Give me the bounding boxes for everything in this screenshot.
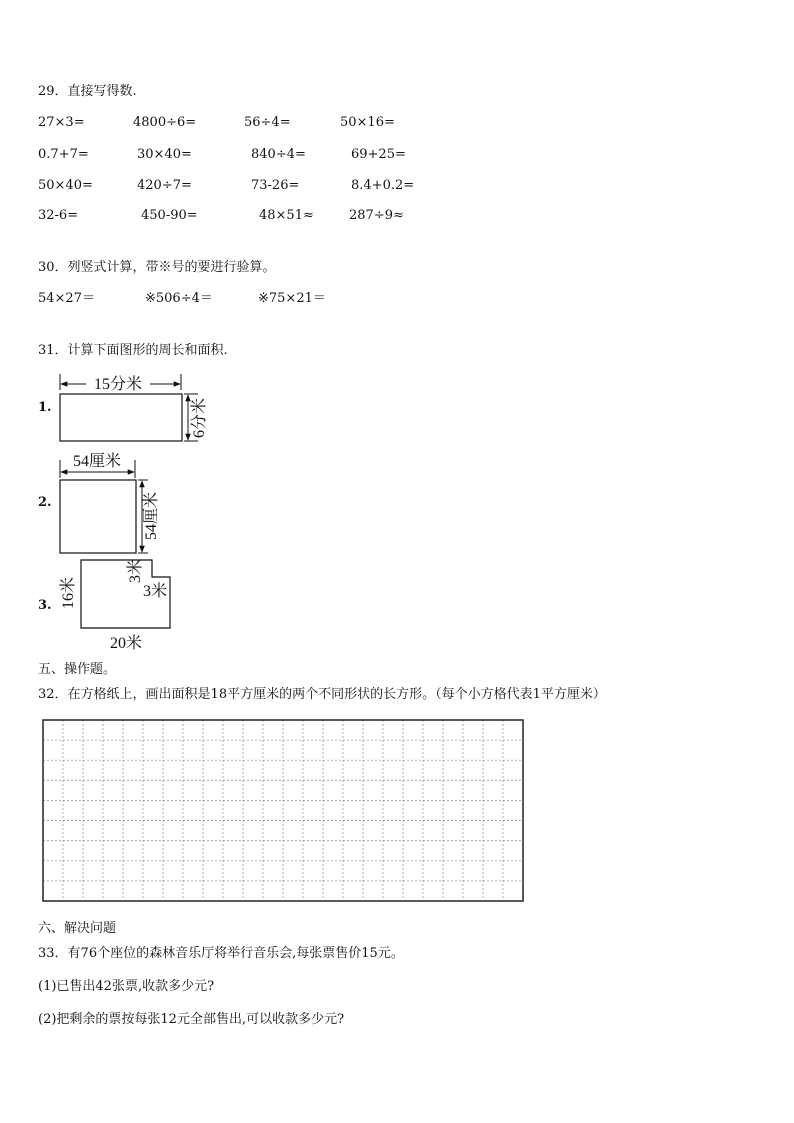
- q29-item: 0.7+7=: [38, 147, 89, 162]
- q33-title: 33．有76个座位的森林音乐厅将举行音乐会,每张票售价15元。: [38, 946, 404, 961]
- q29-item: 30×40=: [137, 147, 192, 162]
- section-5-title: 五、操作题。: [38, 662, 117, 677]
- figure-number: 2.: [38, 495, 52, 510]
- figure-3-notch-h-label: 3米: [142, 583, 168, 600]
- figure-1-rectangle: [50, 372, 250, 452]
- q29-item: 27×3=: [38, 115, 85, 130]
- q29-item: 840÷4=: [251, 147, 306, 162]
- section-6-title: 六、解决问题: [38, 921, 117, 936]
- q29-item: 50×16=: [340, 115, 395, 130]
- q29-item: 450-90=: [141, 208, 198, 223]
- q29-item: 56÷4=: [244, 115, 291, 130]
- q29-item: 4800÷6=: [133, 115, 197, 130]
- figure-3-left-label: 16米: [60, 576, 77, 610]
- figure-2-square: [50, 450, 250, 560]
- q29-item: 48×51≈: [259, 208, 314, 223]
- figure-number: 1.: [38, 400, 52, 415]
- figure-1-width-label: 15分米: [93, 376, 143, 393]
- q30-item: 54×27＝: [38, 291, 95, 306]
- figure-3-bottom-label: 20米: [109, 635, 143, 652]
- q30-item: ※75×21＝: [258, 291, 326, 306]
- q29-item: 420÷7=: [137, 178, 192, 193]
- q29-item: 69+25=: [351, 147, 406, 162]
- figure-2-width-label: 54厘米: [72, 453, 122, 470]
- figure-2-shape: [60, 480, 136, 553]
- q32-title: 32．在方格纸上，画出面积是18平方厘米的两个不同形状的长方形。（每个小方格代表1平方厘米）: [38, 687, 606, 702]
- grid-paper[interactable]: [42, 719, 524, 902]
- figure-number: 3.: [38, 598, 52, 613]
- q29-item: 50×40=: [38, 178, 93, 193]
- figure-3-notched-rectangle: [50, 556, 250, 656]
- q29-item: 8.4+0.2=: [351, 178, 415, 193]
- q29-item: 32-6=: [38, 208, 79, 223]
- q29-title: 29．直接写得数.: [38, 84, 137, 99]
- q29-item: 287÷9≈: [349, 208, 404, 223]
- q33-sub-question-2: (2)把剩余的票按每张12元全部售出,可以收款多少元?: [38, 1012, 345, 1027]
- q33-sub-question-1: (1)已售出42张票,收款多少元?: [38, 979, 215, 994]
- figure-3-notch-v-label: 3米: [127, 558, 144, 584]
- figure-1-shape: [60, 394, 182, 441]
- q30-title: 30．列竖式计算，带※号的要进行验算。: [38, 260, 276, 275]
- q29-item: 73-26=: [251, 178, 300, 193]
- figure-2-height-label: 54厘米: [143, 491, 160, 541]
- q30-item: ※506÷4＝: [145, 291, 213, 306]
- figure-1-height-label: 6分米: [191, 397, 208, 439]
- q31-title: 31．计算下面图形的周长和面积.: [38, 343, 228, 358]
